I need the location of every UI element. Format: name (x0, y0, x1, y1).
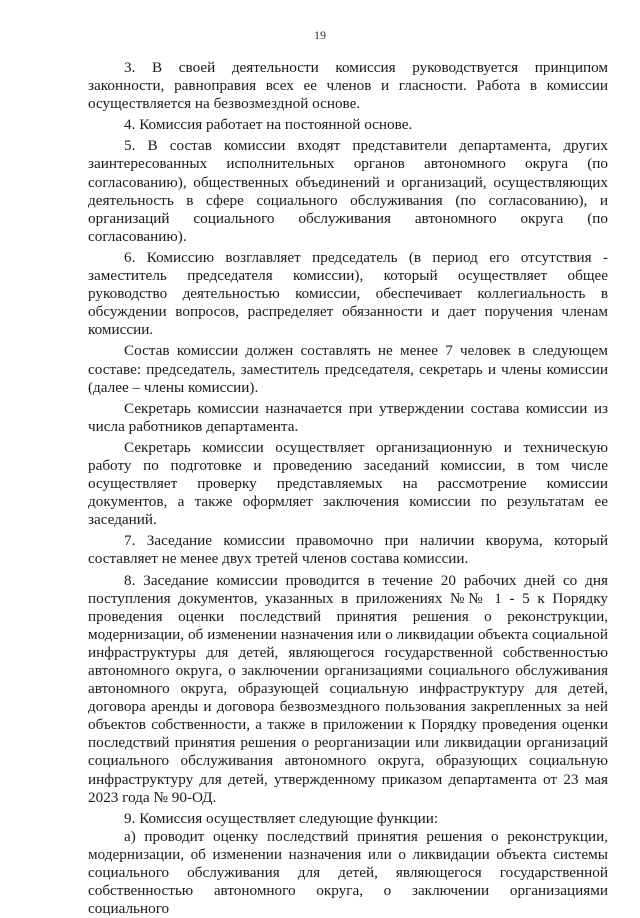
paragraph-7: 7. Заседание комиссии правомочно при наличии кворума, который составляет не менее двух третей членов состава комиссии. (88, 532, 608, 568)
paragraph-8: 8. Заседание комиссии проводится в течение 20 рабочих дней со дня поступления документов, указанных в приложениях №№ 1 - 5 к Порядку проведения оценки последствий принятия решения о реконструкции, модернизации, об изменении назначения или о ликвидации объекта социальной инфраструктуры для детей, являющегося государственной собственностью автономного округа, о заключении организациями социального обслуживания автономного округа, образующей социальную инфраструктуру для детей, договора аренды и договора безвозмездного пользования закрепленных за ней объектов собственности, а также в приложении к Порядку проведения оценки последствий принятия решения о реорганизации или ликвидации организаций социального обслуживания автономного округа, образующих социальную инфраструктуру для детей, утвержденному приказом департамента от 23 мая 2023 года № 90-ОД. (88, 571, 608, 806)
paragraph-3: 3. В своей деятельности комиссия руководствуется принципом законности, равноправия всех ее членов и гласности. Работа в комиссии осуществляется на безвозмездной основе. (88, 59, 608, 113)
paragraph-6-secretary-appointment: Секретарь комиссии назначается при утверждении состава комиссии из числа работников департамента. (88, 399, 608, 435)
paragraph-6-composition: Состав комиссии должен составлять не менее 7 человек в следующем составе: председатель, заместитель председателя, секретарь и члены комиссии (далее – члены комиссии). (88, 342, 608, 396)
paragraph-9-a: а) проводит оценку последствий принятия решения о реконструкции, модернизации, об изменении назначения или о ликвидации объекта системы социального обслуживания для детей, являющегося государственной собственностью автономного округа, о заключении организациями социального (88, 827, 608, 918)
page-number: 19 (314, 28, 326, 42)
document-body (88, 59, 608, 918)
paragraph-6-secretary-duties: Секретарь комиссии осуществляет организационную и техническую работу по подготовке и проведению заседаний комиссии, в том числе осуществляет проверку представляемых на рассмотрение комиссии документов, а также оформляет заключения комиссии по результатам ее заседаний. (88, 438, 608, 529)
paragraph-4: 4. Комиссия работает на постоянной основе. (124, 116, 413, 134)
paragraph-6: 6. Комиссию возглавляет председатель (в период его отсутствия - заместитель председателя комиссии), который осуществляет общее руководство деятельностью комиссии, обеспечивает коллегиальность в обсуждении вопросов, распределяет обязанности и дает поручения членам комиссии. (88, 248, 608, 339)
paragraph-5: 5. В состав комиссии входят представители департамента, других заинтересованных исполнительных органов автономного округа (по согласованию), общественных объединений и организаций, осуществляющих деятельность в сфере социального обслуживания (по согласованию), и организаций социального обслуживания автономного округа (по согласованию). (88, 137, 608, 245)
paragraph-9: 9. Комиссия осуществляет следующие функции: (124, 809, 439, 827)
